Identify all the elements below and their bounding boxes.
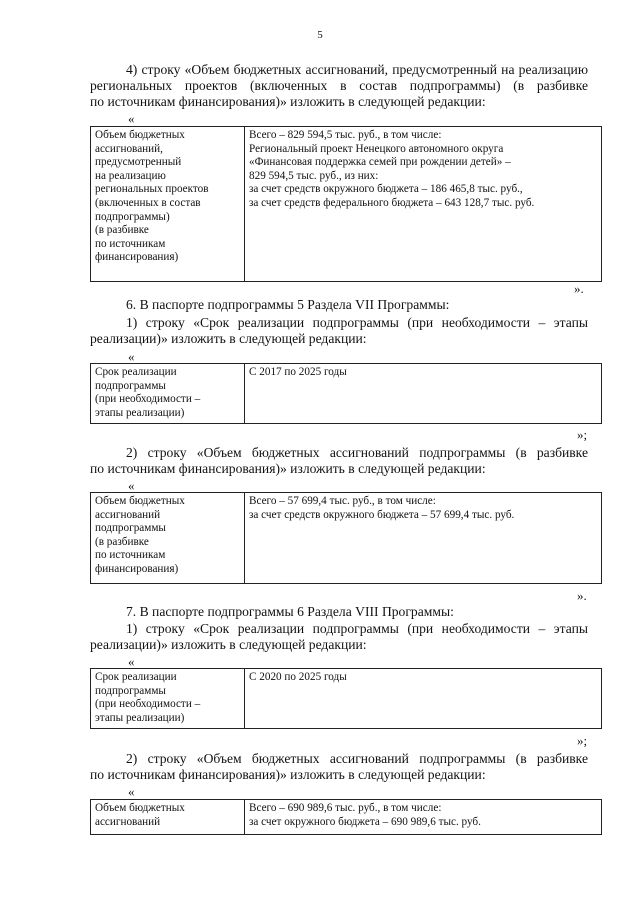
row-label-cell [91,800,245,835]
item-4-paragraph [90,62,588,110]
row-value-cell [245,493,602,584]
cell-line: (при необходимости – [95,393,201,406]
text-line: региональных проектов (включенных в состав подпрограммы) (в разбивке [90,78,588,93]
cell-line: этапы реализации) [95,711,185,724]
cell-line: Всего – 57 699,4 тыс. руб., в том числе: [249,495,436,507]
row-value-cell [245,669,602,729]
cell-line: С 2017 по 2025 годы [249,366,347,378]
cell-line: Срок реализации [95,671,177,683]
item-6-2-paragraph [90,445,588,477]
page-number: 5 [317,29,323,41]
cell-line: Объем бюджетных [95,495,185,507]
cell-line: предусмотренный [95,156,182,169]
text-line: 2) строку «Объем бюджетных ассигнований подпрограммы (в разбивке [126,445,588,460]
budget-regional-table [90,126,602,282]
table-row [91,364,602,424]
open-quote: « [128,654,135,669]
cell-line: 829 594,5 тыс. руб., из них: [249,169,379,182]
row-value-cell [245,364,602,424]
cell-line: региональных проектов [95,183,209,196]
close-quote: ». [574,281,584,296]
table-row [91,669,602,729]
item-6-1-paragraph [90,315,588,347]
cell-line: ассигнований [95,508,161,521]
cell-line: за счет средств федерального бюджета – 643 128,7 тыс. руб. [249,196,535,209]
cell-line: финансирования) [95,251,179,264]
cell-line: Региональный проект Ненецкого автономного округа [249,142,504,155]
row-label-cell [91,364,245,424]
budget-table-6 [90,492,602,584]
row-value-cell [245,800,602,835]
text-line: 1) строку «Срок реализации подпрограммы (при необходимости – этапы [126,315,588,330]
cell-line: Всего – 829 594,5 тыс. руб., в том числе: [249,129,442,141]
cell-line: (при необходимости – [95,698,201,711]
cell-line: Объем бюджетных [95,802,185,814]
table-row [91,127,602,282]
item-7-1-paragraph [90,621,588,653]
cell-line: подпрограммы [95,379,166,392]
open-quote: « [128,111,135,126]
table-row [91,800,602,835]
cell-line: ассигнований, [95,142,163,155]
cell-line: на реализацию [95,169,166,182]
text-line: по источникам финансирования)» изложить в следующей редакции: [90,94,486,109]
section-6-heading: 6. В паспорте подпрограммы 5 Раздела VII Программы: [126,297,450,312]
open-quote: « [128,784,135,799]
text-line: 2) строку «Объем бюджетных ассигнований подпрограммы (в разбивке [126,751,588,766]
text-line: по источникам финансирования)» изложить в следующей редакции: [90,461,486,476]
close-quote: ». [577,588,587,603]
period-table-6 [90,363,602,424]
text-line: по источникам финансирования)» изложить в следующей редакции: [90,767,486,782]
cell-line: «Финансовая поддержка семей при рождении детей» – [249,156,511,169]
cell-line: по источникам [95,549,166,562]
open-quote: « [128,349,135,364]
text-line: реализации)» изложить в следующей редакции: [90,331,367,346]
cell-line: по источникам [95,237,166,250]
close-quote: »; [577,733,588,748]
row-label-cell [91,493,245,584]
row-label-cell [91,127,245,282]
cell-line: Всего – 690 989,6 тыс. руб., в том числе: [249,802,442,814]
cell-line: финансирования) [95,562,179,575]
close-quote: »; [577,427,588,442]
text-line: реализации)» изложить в следующей редакции: [90,637,367,652]
row-value-cell [245,127,602,282]
text-line: 1) строку «Срок реализации подпрограммы (при необходимости – этапы [126,621,588,636]
section-7-heading: 7. В паспорте подпрограммы 6 Раздела VIII Программы: [126,604,454,619]
cell-line: Объем бюджетных [95,129,185,141]
cell-line: за счет средств окружного бюджета – 57 699,4 тыс. руб. [249,508,515,521]
cell-line: С 2020 по 2025 годы [249,671,347,683]
budget-table-7 [90,799,602,835]
cell-line: за счет средств окружного бюджета – 186 465,8 тыс. руб., [249,183,523,196]
cell-line: за счет окружного бюджета – 690 989,6 тыс. руб. [249,815,481,828]
period-table-7 [90,668,602,729]
item-7-2-paragraph [90,751,588,783]
table-row [91,493,602,584]
cell-line: (в разбивке [95,535,149,548]
cell-line: этапы реализации) [95,406,185,419]
text-line: 4) строку «Объем бюджетных ассигнований, предусмотренный на реализацию [126,62,588,77]
cell-line: подпрограммы) [95,210,170,223]
cell-line: ассигнований [95,815,161,828]
open-quote: « [128,478,135,493]
cell-line: (в разбивке [95,224,149,237]
row-label-cell [91,669,245,729]
cell-line: подпрограммы [95,684,166,697]
cell-line: Срок реализации [95,366,177,378]
cell-line: (включенных в состав [95,196,201,209]
cell-line: подпрограммы [95,522,166,535]
